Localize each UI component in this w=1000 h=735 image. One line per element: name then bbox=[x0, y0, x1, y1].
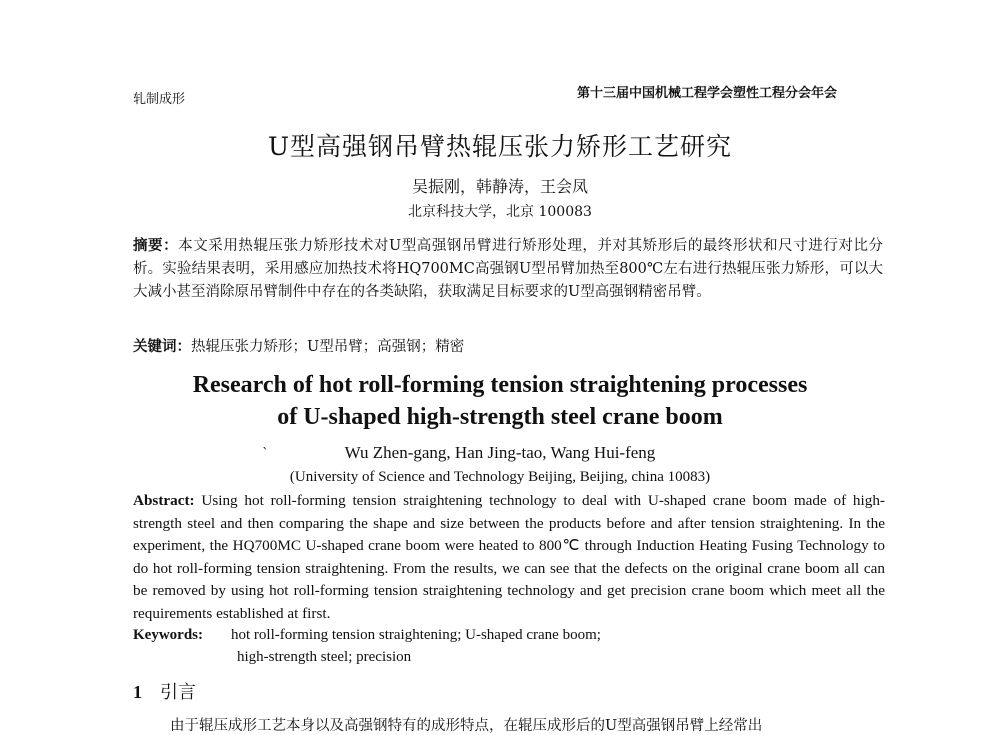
english-abstract-text: Using hot roll-forming tension straightening technology to deal with U-shaped crane boom made of high-strength steel and then comparing the shape and size between the products before and after tension straightening. In the experiment, the HQ700MC U-shaped crane boom were heated to 800℃ through Induction Heating Fusing Technology to do hot roll-forming tension straightening. From the results, we can see that the defects on the original crane boom all can be removed by using hot roll-forming tension straightening technology and get precision crane boom which meet all the requirements established at first. bbox=[133, 492, 885, 622]
chinese-abstract-label: 摘要： bbox=[133, 237, 179, 254]
section-heading bbox=[133, 678, 196, 704]
english-keywords-line-2: high-strength steel; precision bbox=[237, 649, 412, 665]
english-abstract bbox=[133, 490, 885, 626]
english-affiliation: (University of Science and Technology Beijing, Beijing, china 10083) bbox=[289, 469, 711, 485]
english-title bbox=[0, 369, 1000, 433]
english-abstract-label: Abstract: bbox=[133, 492, 195, 509]
stray-mark: ` bbox=[262, 446, 269, 462]
chinese-authors: 吴振刚，韩静涛，王会凤 bbox=[411, 177, 588, 196]
chinese-abstract-text: 本文采用热辊压张力矫形技术对U型高强钢吊臂进行矫形处理，并对其矫形后的最终形状和尺寸进行对比分析。实验结果表明，采用感应加热技术将HQ700MC高强钢U型吊臂加热至800℃左右进行热辊压张力矫形，可以大大减小甚至消除原吊臂制件中存在的各类缺陷，获取满足目标要求的U型高强钢精密吊臂。 bbox=[133, 238, 883, 300]
chinese-keywords-text: 热辊压张力矫形；U型吊臂；高强钢；精密 bbox=[191, 339, 465, 355]
chinese-title: U型高强钢吊臂热辊压张力矫形工艺研究 bbox=[267, 132, 733, 161]
chinese-keywords bbox=[133, 335, 464, 356]
english-keywords bbox=[133, 624, 601, 668]
english-keywords-label: Keywords: bbox=[133, 627, 203, 643]
body-text-partial-line: 由于辊压成形工艺本身以及高强钢特有的成形特点，在辊压成形后的U型高强钢吊臂上经常出 bbox=[170, 718, 763, 734]
english-title-line-1: Research of hot roll-forming tension straightening processes bbox=[192, 372, 808, 398]
english-keywords-line-1: hot roll-forming tension straightening; U-shaped crane boom; bbox=[231, 627, 601, 643]
chinese-abstract bbox=[133, 234, 883, 304]
english-title-line-2: of U-shaped high-strength steel crane boom bbox=[277, 404, 723, 430]
section-number: 1 bbox=[133, 682, 142, 702]
english-authors: Wu Zhen-gang, Han Jing-tao, Wang Hui-feng bbox=[344, 443, 656, 462]
section-title: 引言 bbox=[160, 682, 196, 703]
running-head-right: 第十三届中国机械工程学会塑性工程分会年会 bbox=[577, 86, 838, 101]
chinese-affiliation: 北京科技大学，北京 100083 bbox=[408, 204, 592, 220]
chinese-keywords-label: 关键词： bbox=[133, 338, 191, 355]
running-head-left: 轧制成形 bbox=[133, 92, 186, 107]
